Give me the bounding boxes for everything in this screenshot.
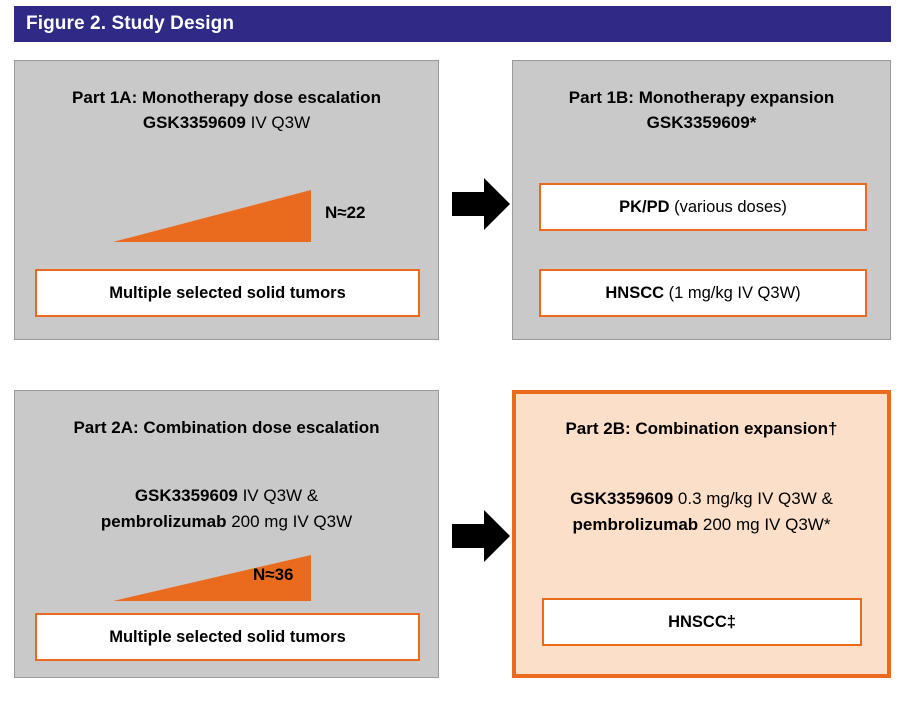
part-2b-combo-drug-name: pembrolizumab [572,515,699,534]
part-2b-hnscc-label: HNSCC‡ [668,612,736,631]
part-2a-population-box [35,613,420,661]
part-2b-drug-schedule: 0.3 mg/kg IV Q3W & [673,489,833,508]
part-2a-population-label: Multiple selected solid tumors [109,627,346,646]
part-1a-dose-escalation-wedge [113,184,313,244]
part-2b-heading-line1: Part 2B: Combination expansion† [565,419,838,438]
panel-part-2b [512,390,891,678]
part-2a-heading-block [15,415,438,440]
panel-part-2a [14,390,439,678]
part-1b-heading-block [513,85,890,136]
panel-part-1a [14,60,439,340]
part-1b-hnscc-label: HNSCC [605,283,665,302]
part-2a-combo-drug-schedule: 200 mg IV Q3W [226,512,353,531]
part-1a-drug-schedule: IV Q3W [245,113,311,132]
figure-title: Figure 2. Study Design [26,13,235,34]
part-2a-combo-drug-name: pembrolizumab [100,512,227,531]
part-2a-heading-line1: Part 2A: Combination dose escalation [73,418,380,437]
part-1a-population-box [35,269,420,317]
part-2b-hnscc-box [542,598,862,646]
arrow-part2a-to-part2b [452,510,510,562]
part-1a-heading-block [15,85,438,136]
part-1b-pkpd-detail: (various doses) [669,197,787,216]
part-2a-drug-name: GSK3359609 [134,486,238,505]
part-2b-drug-name: GSK3359609 [570,489,674,508]
part-1a-population-label: Multiple selected solid tumors [109,283,346,302]
part-2a-regimen-line2 [15,509,438,535]
part-1a-n-label: N≈22 [325,203,366,222]
part-2b-regimen-block [516,486,887,538]
part-2a-regimen-block [15,483,438,535]
part-2a-regimen-line1 [15,483,438,509]
part-2b-combo-drug-schedule: 200 mg IV Q3W* [698,515,831,534]
part-2b-regimen-line2 [516,512,887,538]
part-2b-heading-block [516,416,887,441]
part-1a-heading-line2 [15,110,438,136]
part-1a-heading-line1: Part 1A: Monotherapy dose escalation [72,88,381,107]
arrow-part1a-to-part1b [452,178,510,230]
part-1b-hnscc-box [539,269,867,317]
part-2a-drug-schedule: IV Q3W & [237,486,319,505]
part-1b-heading-line2: GSK3359609* [646,113,757,132]
part-1b-heading-line1: Part 1B: Monotherapy expansion [568,88,835,107]
part-1b-pkpd-box [539,183,867,231]
part-1a-drug-name: GSK3359609 [142,113,246,132]
part-1b-hnscc-detail: (1 mg/kg IV Q3W) [664,283,801,302]
part-1b-pkpd-label: PK/PD [619,197,670,216]
part-2a-n-label: N≈36 [253,565,294,584]
part-2b-regimen-line1 [516,486,887,512]
panel-part-1b [512,60,891,340]
